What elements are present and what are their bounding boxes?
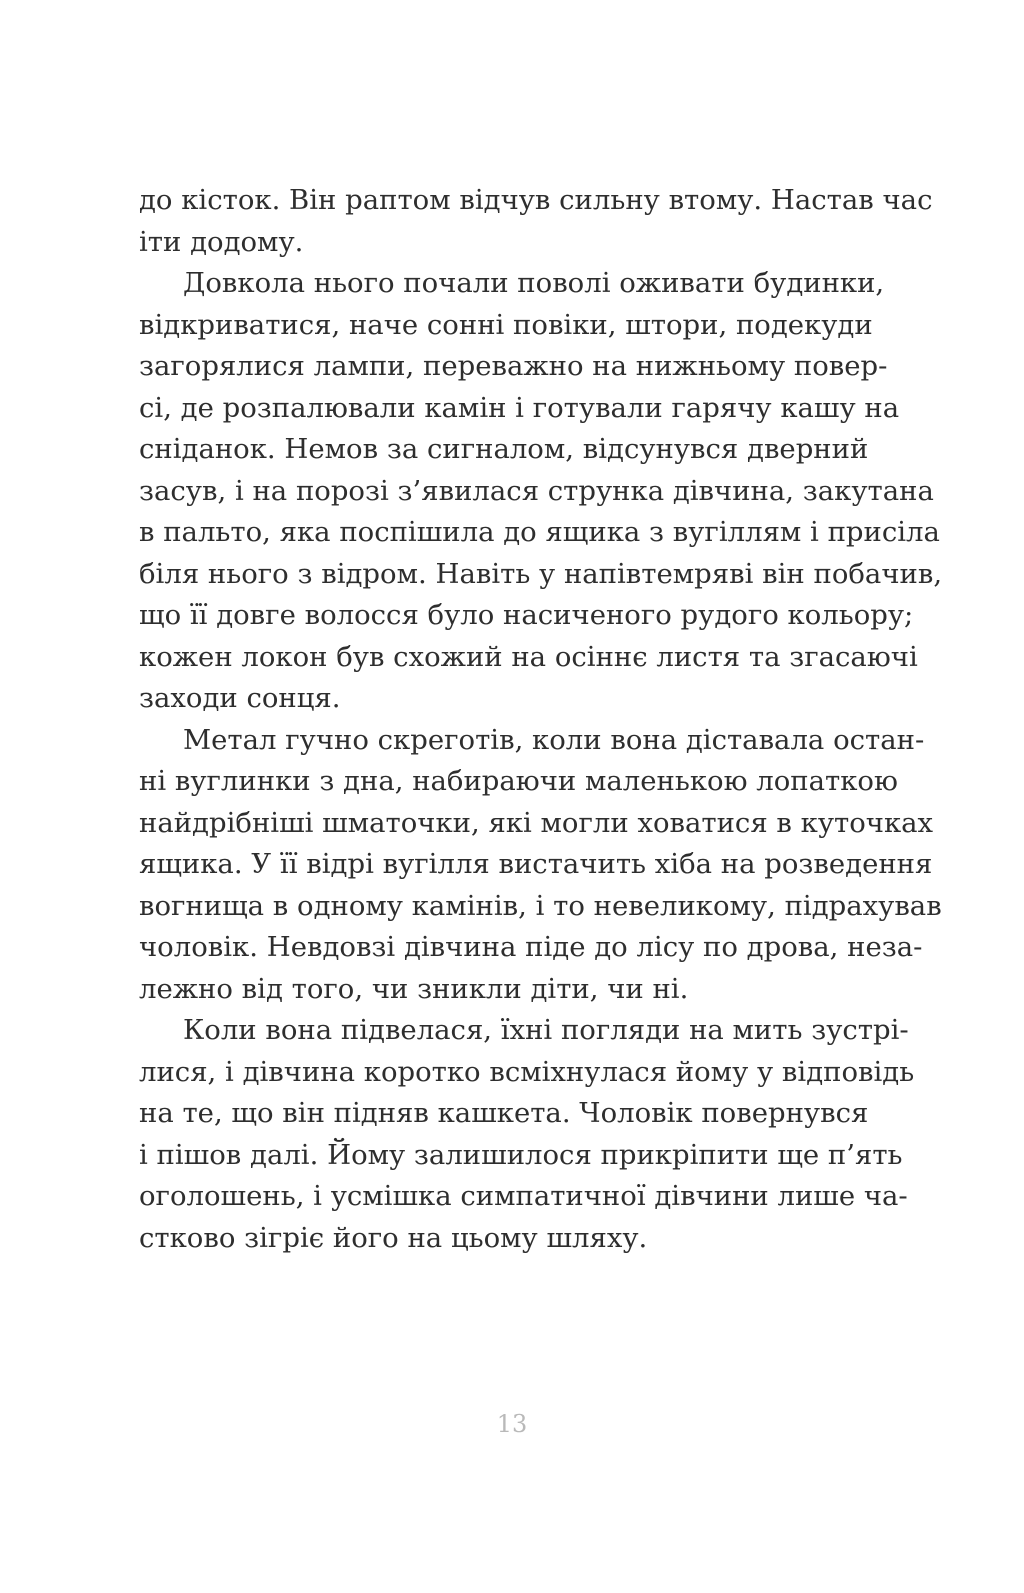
text-line: Довкола нього почали поволі оживати будинки, xyxy=(183,267,885,299)
text-line: Метал гучно скреготів, коли вона діставала остан- xyxy=(183,723,925,756)
text-line: ні вуглинки з дна, набираючи маленькою лопаткою xyxy=(139,765,898,797)
text-line: відкриватися, наче сонні повіки, штори, подекуди xyxy=(139,308,873,341)
page-number: 13 xyxy=(496,1410,528,1438)
text-line: сі, де розпалювали камін і готували гарячу кашу на xyxy=(139,391,900,424)
paragraph-4 xyxy=(139,1010,915,1259)
text-line: найдрібніші шматочки, які могли ховатися в куточках xyxy=(139,806,934,839)
text-line: кожен локон був схожий на осіннє листя та згасаючі xyxy=(139,640,918,673)
text-line: лися, і дівчина коротко всміхнулася йому у відповідь xyxy=(139,1055,915,1088)
text-line: Коли вона підвелася, їхні погляди на мить зустрі- xyxy=(183,1014,909,1046)
text-line: іти додому. xyxy=(139,225,304,258)
text-line: стково зігріє його на цьому шляху. xyxy=(139,1221,648,1254)
paragraph-3 xyxy=(139,720,942,1011)
body-text xyxy=(139,180,943,1259)
text-line: до кісток. Він раптом відчув сильну втому. Настав час xyxy=(139,184,933,216)
text-line: біля нього з відром. Навіть у напівтемряві він побачив, xyxy=(139,557,943,590)
paragraph-1 xyxy=(139,180,933,263)
text-line: вогнища в одному камінів, і то невеликому, підрахував xyxy=(139,889,942,922)
text-line: загорялися лампи, переважно на нижньому повер- xyxy=(139,350,888,382)
text-line: і пішов далі. Йому залишилося прикріпити ще п’ять xyxy=(139,1138,903,1171)
text-line: на те, що він підняв кашкета. Чоловік повернувся xyxy=(139,1097,869,1129)
paragraph-2 xyxy=(139,263,943,720)
text-line: чоловік. Невдовзі дівчина піде до лісу по дрова, неза- xyxy=(139,931,923,963)
text-line: засув, і на порозі з’явилася струнка дівчина, закутана xyxy=(139,474,934,507)
text-line: ящика. У її відрі вугілля вистачить хіба на розведення xyxy=(139,848,933,880)
text-line: що її довге волосся було насиченого рудого кольору; xyxy=(139,599,914,631)
text-line: заходи сонця. xyxy=(139,682,341,714)
text-line: лежно від того, чи зникли діти, чи ні. xyxy=(139,972,689,1005)
text-line: в пальто, яка поспішила до ящика з вугіллям і присіла xyxy=(139,516,940,548)
text-line: оголошень, і усмішка симпатичної дівчини лише ча- xyxy=(139,1180,908,1212)
text-line: сніданок. Немов за сигналом, відсунувся дверний xyxy=(139,433,869,465)
